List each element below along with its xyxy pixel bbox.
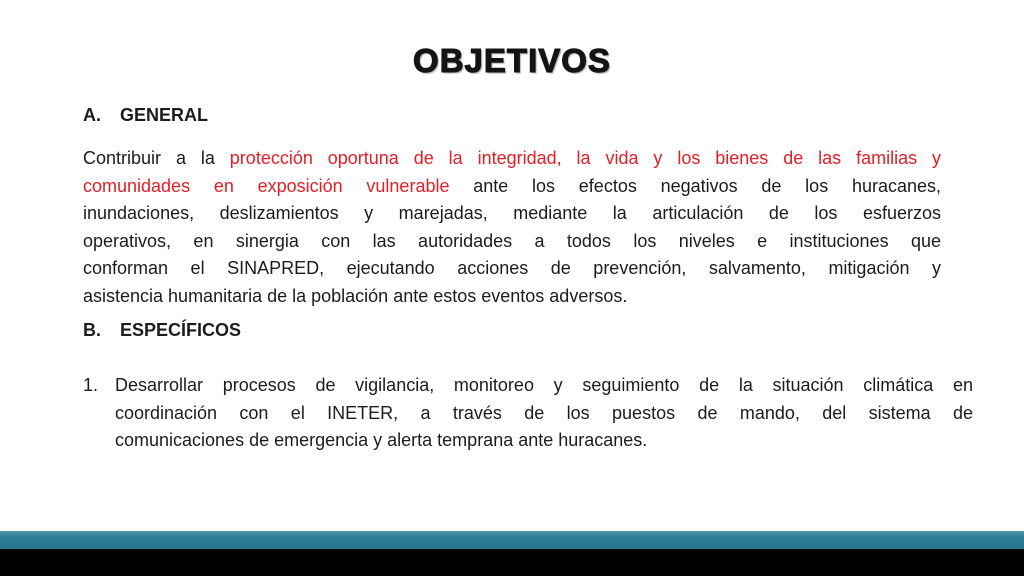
general-objective-paragraph: Contribuir a la protección oportuna de la integridad, la vida y los bienes de las familias y comunidades en exposición vulnerable ante los efectos negativos de los huracanes, inundaciones, deslizamientos y marejadas, mediante la articulación de los esfuerzos operativos, en sinergia con las autoridades a todos los niveles e instituciones que conforman el SINAPRED, ejecutando acciones de prevención, salvamento, mitigación y asistencia humanitaria de la población ante estos eventos adversos.	[83, 148, 942, 306]
specific-objective-item-1	[83, 372, 973, 455]
section-a-heading	[83, 105, 941, 126]
section-b-label: B.	[83, 320, 101, 340]
section-b-heading-text: ESPECÍFICOS	[120, 320, 242, 340]
section-a-heading-text: GENERAL	[120, 105, 209, 125]
bottom-black-bar	[0, 549, 1024, 576]
item-1-text: Desarrollar procesos de vigilancia, monitoreo y seguimiento de la situación climática en coordinación con el INETER, a través de los puestos de mando, del sistema de comunicaciones de emergencia y alerta temprana ante huracanes.	[115, 375, 973, 451]
slide-title: OBJETIVOS	[413, 42, 611, 79]
section-b-heading	[83, 320, 941, 341]
bottom-teal-bar	[0, 531, 1024, 549]
section-a-label: A.	[83, 105, 101, 125]
item-1-number: 1.	[83, 375, 99, 395]
